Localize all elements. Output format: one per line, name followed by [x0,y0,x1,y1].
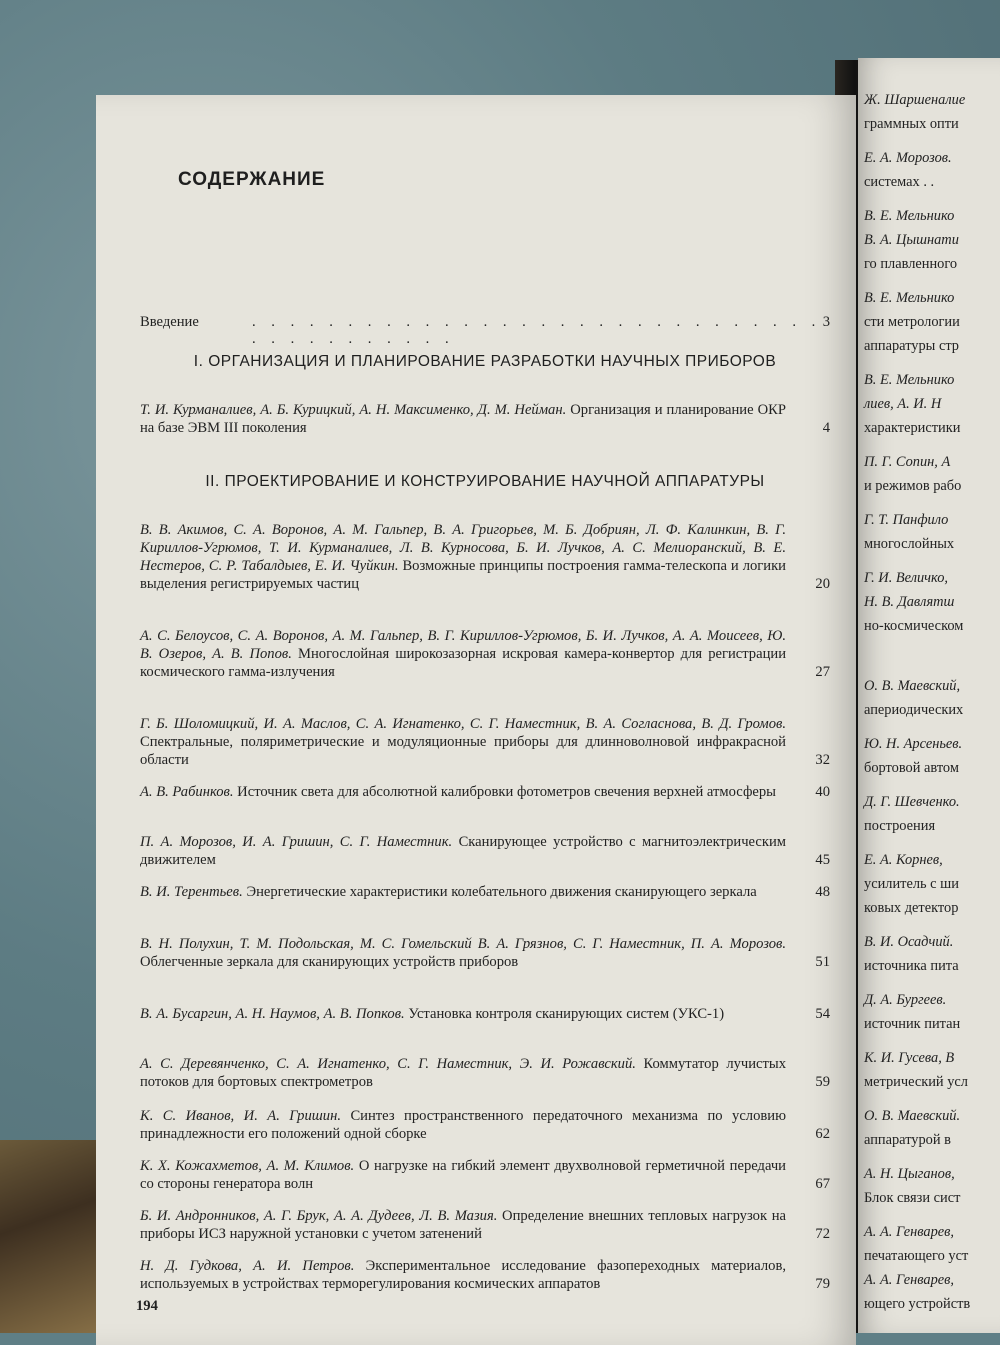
entry-authors: П. А. Морозов, И. А. Гришин, С. Г. Наместник. [140,834,453,850]
entry-page-number: 79 [815,1276,830,1292]
right-page-line: многослойных [864,536,955,552]
right-page-line: граммных опти [864,116,959,132]
right-page-line: В. Е. Мельнико [864,208,955,224]
right-page-line: го плавленного [864,256,958,272]
entry-title: Возможные принципы построения гамма-телескопа и логики выделения регистрируемых частиц [140,558,786,592]
right-page-line: П. Г. Сопин, А [864,454,951,470]
entry-page-number: 27 [815,664,830,680]
entry-authors: Б. И. Андронников, А. Г. Брук, А. А. Дудеев, Л. В. Мазия. [140,1208,498,1224]
entry-title: Определение внешних тепловых нагрузок на приборы ИСЗ наружной установки с учетом затенений [140,1208,786,1242]
entry-authors: А. С. Белоусов, С. А. Воронов, А. М. Гальпер, В. Г. Кириллов-Угрюмов, Б. И. Лучков, А. А. Моисеев, Ю. В. Озеров, А. В. Попов. [140,628,786,662]
toc-entry-12[interactable] [140,1157,830,1193]
entry-authors: Н. Д. Гудкова, А. И. Петров. [140,1258,355,1274]
right-page-line: усилитель с ши [864,876,959,892]
right-page-line: Ю. Н. Арсеньев. [864,736,963,752]
entry-authors: К. С. Иванов, И. А. Гришин. [140,1108,341,1124]
right-page-line: Е. А. Корнев, [864,852,943,868]
right-page-line: ковых детектор [864,900,959,916]
right-page-line: А. Н. Цыганов, [864,1166,955,1182]
right-page-line: ющего устройств [864,1296,971,1312]
entry-title: Энергетические характеристики колебательного движения сканирующего зеркала [246,884,757,900]
entry-title: Экспериментальное исследование фазопереходных материалов, используемых в устройствах терморегулирования космических аппаратов [140,1258,787,1292]
entry-authors: В. А. Бусаргин, А. Н. Наумов, А. В. Попков. [140,1006,405,1022]
right-page-line: О. В. Маевский. [864,1108,961,1124]
entry-title: Синтез пространственного передаточного механизма по условию принадлежности его положений одной сборке [140,1108,786,1142]
right-page-line: лиев, А. И. Н [864,396,942,412]
entry-title: Источник света для абсолютной калибровки фотометров свечения верхней атмосферы [237,784,776,800]
toc-entry-7[interactable] [140,883,830,901]
toc-entry-6[interactable] [140,833,830,869]
right-page-line: характеристики [864,420,961,436]
entry-page-number: 67 [815,1176,830,1192]
entry-authors: А. В. Рабинков. [140,784,234,800]
entry-title: Сканирующее устройство с магнитоэлектрическим движителем [140,834,786,868]
toc-entry-5[interactable] [140,783,830,801]
entry-title: Организация и планирование ОКР на базе ЭВМ III поколения [140,402,786,436]
intro-page-number: 3 [822,314,830,330]
right-page-line: В. И. Осадчий. [864,934,954,950]
toc-entry-2[interactable] [140,521,830,593]
entry-authors: В. В. Акимов, С. А. Воронов, А. М. Гальпер, В. А. Григорьев, М. Б. Добриян, Л. Ф. Калинкин, В. Г. Кириллов-Угрюмов, Т. И. Курманалиев, Л. В. Курносова, Б. И. Лучков, А. С. Мелиоранский, В. Е. Нестеров, С. Р. Табалдыев, Е. И. Чуйкин. [140,522,786,574]
intro-label: Введение [140,314,199,330]
entry-page-number: 72 [815,1226,830,1242]
entry-title: О нагрузке на гибкий элемент двухволновой герметичной передачи со стороны генератора волн [140,1158,786,1192]
intro-entry[interactable] [140,314,830,347]
entry-authors: В. Н. Полухин, Т. М. Подольская, М. С. Гомельский В. А. Грязнов, С. Г. Наместник, П. А. Морозов. [140,936,786,952]
right-page-line: источник питан [864,1016,961,1032]
entry-title: Облегченные зеркала для сканирующих устройств приборов [140,954,519,970]
right-page-line: Д. Г. Шевченко. [864,794,960,810]
right-page-line: Г. И. Величко, [864,570,949,586]
right-page-line: аппаратурой в [864,1132,951,1148]
toc-entry-10[interactable] [140,1055,830,1091]
entry-page-number: 59 [815,1074,830,1090]
entry-page-number: 54 [815,1006,830,1022]
entry-authors: В. И. Терентьев. [140,884,243,900]
right-page-line: бортовой автом [864,760,959,776]
right-page-line: системах . . [864,174,935,190]
right-page-line: апериодических [864,702,964,718]
right-page-line: Е. А. Морозов. [864,150,952,166]
right-page-fragment [858,58,1000,1333]
dot-leader: . . . . . . . . . . . . . . . . . . . . . . . . . . . . . . . . . . . . . . . . . [252,314,822,347]
right-page-line: сти метрологии [864,314,960,330]
entry-page-number: 48 [815,884,830,900]
entry-title: Коммутатор лучистых потоков для бортовых спектрометров [140,1056,787,1090]
entry-page-number: 32 [815,752,830,768]
entry-page-number: 4 [822,420,830,436]
right-page-line: В. А. Цышнати [864,232,959,248]
right-page-line: источника пита [864,958,959,974]
right-page-line: Д. А. Бургеев. [864,992,947,1008]
section-heading-2: II. ПРОЕКТИРОВАНИЕ И КОНСТРУИРОВАНИЕ НАУЧНОЙ АППАРАТУРЫ [205,473,765,490]
right-page-line: печатающего уст [864,1248,969,1264]
entry-page-number: 62 [815,1126,830,1142]
right-page-line: К. И. Гусева, В [864,1050,955,1066]
toc-entry-14[interactable] [140,1257,830,1293]
right-page-line: и режимов рабо [864,478,962,494]
entry-authors: А. С. Деревянченко, С. А. Игнатенко, С. Г. Наместник, Э. И. Рожавский. [140,1056,636,1072]
entry-authors: Т. И. Курманалиев, А. Б. Курицкий, А. Н. Максименко, Д. М. Нейман. [140,402,567,418]
entry-title: Спектральные, поляриметрические и модуляционные приборы для длинноволновой инфракрасной области [140,734,786,768]
entry-page-number: 20 [815,576,830,592]
toc-entry-3[interactable] [140,627,830,681]
right-page-line: Г. Т. Панфило [864,512,949,528]
toc-entry-1[interactable] [140,401,830,437]
right-page-line: аппаратуры стр [864,338,960,354]
toc-entry-11[interactable] [140,1107,830,1143]
left-page [96,95,856,1345]
right-page-line: А. А. Генварев, [864,1224,955,1240]
right-page-line: метрический усл [864,1074,968,1090]
entry-title: Многослойная широкозазорная искровая камера-конвертор для регистрации космического гамма-излучения [140,646,786,680]
toc-entry-13[interactable] [140,1207,830,1243]
toc-entry-8[interactable] [140,935,830,971]
right-page-line: но-космическом [864,618,964,634]
page-folio: 194 [136,1298,158,1314]
right-page-line: Блок связи сист [864,1190,961,1206]
entry-page-number: 51 [815,954,830,970]
right-page-line: А. А. Генварев, [864,1272,955,1288]
section-heading-1: I. ОРГАНИЗАЦИЯ И ПЛАНИРОВАНИЕ РАЗРАБОТКИ НАУЧНЫХ ПРИБОРОВ [193,353,777,370]
entry-authors: Г. Б. Шоломицкий, И. А. Маслов, С. А. Игнатенко, С. Г. Наместник, В. А. Согласнова, В. Д. Громов. [140,716,786,732]
right-page-line: В. Е. Мельнико [864,290,955,306]
entry-title: Установка контроля сканирующих систем (УКС-1) [408,1006,725,1022]
entry-page-number: 45 [815,852,830,868]
right-page-line: Н. В. Давлятш [864,594,955,610]
entry-page-number: 40 [815,784,830,800]
right-page-line: О. В. Маевский, [864,678,961,694]
toc-entry-9[interactable] [140,1005,830,1023]
entry-authors: К. Х. Кожахметов, А. М. Климов. [140,1158,355,1174]
right-page-line: Ж. Шаршеналие [864,92,966,108]
right-page-line: В. Е. Мельнико [864,372,955,388]
contents-heading: СОДЕРЖАНИЕ [178,169,326,190]
toc-entry-4[interactable] [140,715,830,769]
right-page-line: построения [864,818,936,834]
